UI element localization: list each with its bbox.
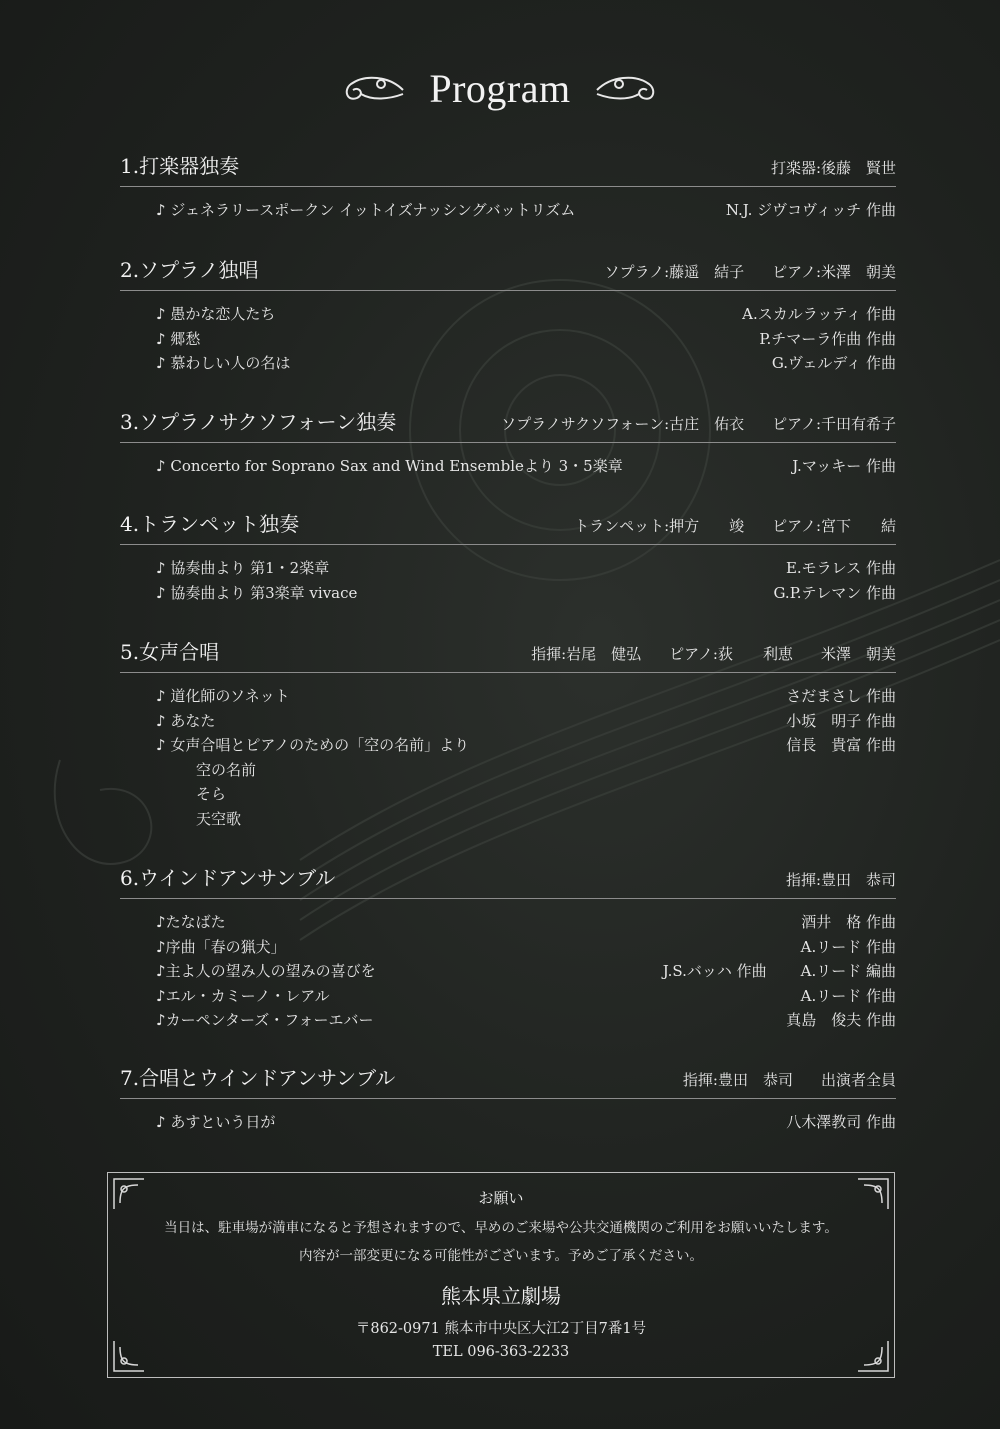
- piece-title: ♪たなばた: [156, 913, 226, 931]
- list-item: [120, 685, 896, 710]
- section-title: 3.ソプラノサクソフォーン独奏: [120, 410, 397, 434]
- composer: J.マッキー 作曲: [792, 457, 896, 475]
- composer-credit: [772, 352, 896, 377]
- list-item: [120, 328, 896, 353]
- program-section: [120, 862, 896, 1034]
- program-section: [120, 406, 896, 480]
- composer-credit: [786, 734, 896, 759]
- piece-title: ♪カーペンターズ・フォーエバー: [156, 1011, 374, 1029]
- section-header: [120, 406, 896, 443]
- piece-list: [120, 545, 896, 606]
- section-performers: [683, 1069, 896, 1090]
- composer: A.リード 編曲: [800, 962, 896, 980]
- left-flourish-icon: [341, 70, 405, 106]
- list-item: [120, 582, 896, 607]
- composer: 小坂 明子 作曲: [786, 711, 896, 730]
- list-item: [120, 352, 896, 377]
- performer: 指揮:豊田 恭司: [785, 871, 896, 889]
- section-header: [120, 254, 896, 291]
- composer: N.J. ジヴコヴィッチ 作曲: [725, 201, 896, 219]
- composer-credit: [786, 710, 896, 735]
- piece-list: [120, 1099, 896, 1136]
- list-item: [120, 960, 896, 985]
- performer: 指揮:岩尾 健弘: [531, 645, 642, 663]
- performer: 出演者全員: [820, 1071, 896, 1089]
- section-performers: [605, 261, 896, 282]
- composer-credit: [742, 303, 896, 328]
- program-section: [120, 254, 896, 377]
- composer-credit: [786, 1009, 896, 1034]
- program-section: [120, 150, 896, 224]
- composer-credit: [801, 985, 896, 1010]
- composer-credit: [801, 911, 896, 936]
- piece-title: 天空歌: [196, 809, 242, 828]
- section-header: [120, 150, 896, 187]
- list-item: [120, 303, 896, 328]
- composer: 信長 貴富 作曲: [786, 736, 896, 754]
- performer: ピアノ:宮下 結: [772, 517, 896, 535]
- composer: さだまさし 作曲: [786, 687, 896, 705]
- performer: 打楽器:後藤 賢世: [770, 159, 896, 177]
- venue-name: 熊本県立劇場: [441, 1284, 561, 1308]
- composer: A.リード 作曲: [800, 986, 896, 1005]
- composer: P.チマーラ作曲 作曲: [759, 329, 896, 348]
- composer-credit: [759, 328, 896, 353]
- section-title: 6.ウインドアンサンブル: [120, 866, 336, 890]
- section-title: 7.合唱とウインドアンサンブル: [120, 1066, 396, 1090]
- piece-title: ♪ あすという日が: [156, 1113, 276, 1131]
- corner-ornament-icon: [112, 1177, 146, 1211]
- performer: トランペット:押方 竣: [574, 517, 745, 535]
- venue-tel: TEL 096-363-2233: [432, 1344, 570, 1360]
- composer-credit: [786, 557, 896, 582]
- list-item: [120, 985, 896, 1010]
- composer: G.P.テレマン 作曲: [773, 583, 896, 602]
- composer: A.リード 作曲: [800, 937, 896, 956]
- piece-title: ♪主よ人の望み人の望みの喜びを: [156, 962, 376, 980]
- piece-title: ♪ あなた: [156, 711, 216, 730]
- list-item: [120, 455, 896, 480]
- composer: G.ヴェルディ 作曲: [771, 354, 896, 372]
- notice-line: 内容が一部変更になる可能性がございます。予めご了承ください。: [299, 1248, 703, 1264]
- composer-credit: [726, 199, 896, 224]
- list-item: [120, 1009, 896, 1034]
- composer: E.モラレス 作曲: [785, 559, 896, 577]
- piece-title: ♪ 協奏曲より 第1・2楽章: [156, 559, 330, 577]
- piece-title: ♪ 協奏曲より 第3楽章 vivace: [156, 583, 358, 602]
- composer-credit: [786, 1111, 896, 1136]
- composer: 八木澤教司 作曲: [786, 1113, 896, 1131]
- section-header: [120, 1062, 896, 1099]
- list-item: [120, 1111, 896, 1136]
- program-section: [120, 636, 896, 832]
- piece-title: ♪序曲「春の猟犬」: [156, 937, 286, 956]
- piece-title: ♪ 愚かな恋人たち: [156, 305, 276, 323]
- section-performers: [501, 413, 896, 434]
- list-item: [120, 808, 896, 833]
- program-section: [120, 1062, 896, 1136]
- composer-credit: [801, 936, 896, 961]
- corner-ornament-icon: [856, 1339, 890, 1373]
- section-header: [120, 862, 896, 899]
- piece-list: [120, 291, 896, 377]
- piece-list: [120, 899, 896, 1034]
- composer-credit: [792, 455, 896, 480]
- list-item: [120, 734, 896, 759]
- piece-list: [120, 187, 896, 224]
- composer: J.S.バッハ 作曲: [662, 962, 767, 980]
- performer: ピアノ:荻 利恵: [669, 645, 793, 663]
- corner-ornament-icon: [856, 1177, 890, 1211]
- performer: 米澤 朝美: [820, 645, 896, 663]
- section-title: 5.女声合唱: [120, 640, 220, 664]
- corner-ornament-icon: [112, 1339, 146, 1373]
- performer: ピアノ:千田有希子: [772, 415, 896, 433]
- list-item: [120, 783, 896, 808]
- section-performers: [531, 643, 896, 664]
- list-item: [120, 911, 896, 936]
- composer-credit: [663, 960, 896, 985]
- composer-credit: [786, 685, 896, 710]
- piece-title: ♪ Concerto for Soprano Sax and Wind Ensembleより 3・5楽章: [156, 457, 623, 475]
- composer-credit: [773, 582, 896, 607]
- performer: 指揮:豊田 恭司: [682, 1071, 793, 1089]
- section-performers: [786, 869, 896, 890]
- list-item: [120, 710, 896, 735]
- section-title: 4.トランペット独奏: [120, 512, 300, 536]
- section-performers: [771, 157, 896, 178]
- piece-title: ♪ 道化師のソネット: [156, 687, 290, 705]
- performer: ピアノ:米澤 朝美: [772, 263, 896, 281]
- section-header: [120, 508, 896, 545]
- right-flourish-icon: [595, 70, 659, 106]
- section-header: [120, 636, 896, 673]
- list-item: [120, 936, 896, 961]
- list-item: [120, 759, 896, 784]
- piece-title: ♪ ジェネラリースポークン イットイズナッシングバットリズム: [156, 201, 576, 219]
- performer: ソプラノ:藤遥 結子: [604, 263, 745, 281]
- notice-line: 当日は、駐車場が満車になると予想されますので、早めのご来場や公共交通機関のご利用をお願いいたします。: [164, 1220, 838, 1236]
- piece-list: [120, 673, 896, 832]
- piece-title: ♪ 郷愁: [156, 329, 201, 348]
- composer: 酒井 格 作曲: [801, 913, 896, 931]
- composer: 真島 俊夫 作曲: [786, 1011, 896, 1029]
- piece-title: ♪ 慕わしい人の名は: [156, 354, 291, 372]
- piece-title: 空の名前: [196, 760, 257, 779]
- piece-title: ♪ 女声合唱とピアノのための「空の名前」より: [156, 736, 470, 754]
- performer: ソプラノサクソフォーン:古庄 佑衣: [501, 415, 745, 433]
- piece-list: [120, 443, 896, 480]
- composer: A.スカルラッティ 作曲: [742, 305, 896, 323]
- notice-box: [107, 1172, 895, 1378]
- section-title: 2.ソプラノ独唱: [120, 258, 259, 282]
- program-section: [120, 508, 896, 606]
- piece-title: そら: [196, 785, 227, 803]
- notice-title: お願い: [478, 1189, 524, 1207]
- program-header: [0, 58, 1000, 118]
- list-item: [120, 199, 896, 224]
- venue-address: 〒862-0971 熊本市中央区大江2丁目7番1号: [355, 1321, 647, 1337]
- section-title: 1.打楽器独奏: [120, 154, 240, 178]
- page-title: Program: [429, 65, 571, 111]
- piece-title: ♪エル・カミーノ・レアル: [156, 986, 330, 1005]
- section-performers: [574, 515, 896, 536]
- list-item: [120, 557, 896, 582]
